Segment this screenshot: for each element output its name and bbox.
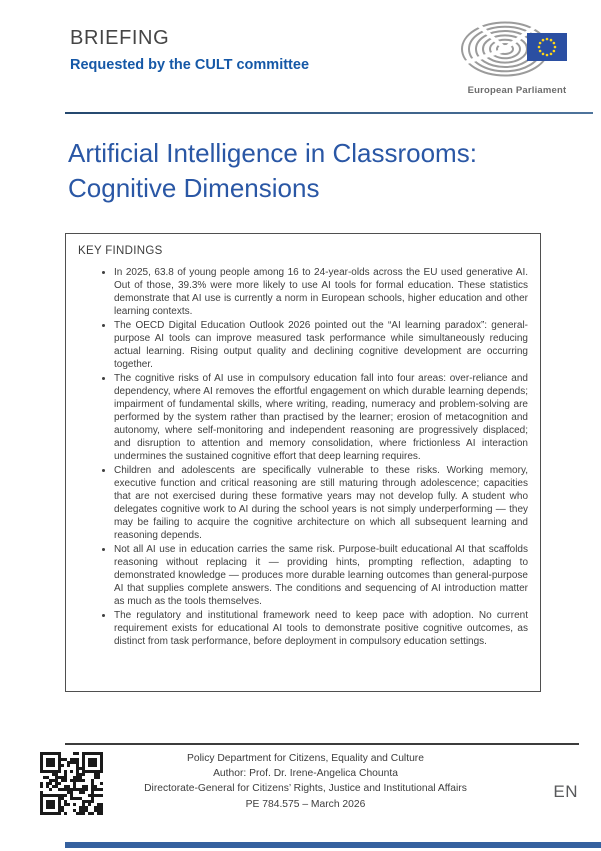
parliament-hemicycle-icon [459, 65, 575, 82]
key-finding-item: • The OECD Digital Education Outlook 2026 pointed out the “AI learning paradox”: general-purpose AI tools can improve measured task performance while simultaneously reducing actual learning. Rising output quality and declining cognitive development are occurring together. [114, 319, 528, 371]
footer-directorate-line: Directorate-General for Citizens’ Rights, Justice and Institutional Affairs [144, 783, 467, 795]
requested-by-line: Requested by the CULT committee [70, 57, 310, 73]
key-findings-list [78, 266, 528, 648]
page-title-line1: Artificial Intelligence in Classrooms: [68, 138, 477, 168]
key-finding-item: • Children and adolescents are specifically vulnerable to these risks. Working memory, executive function and critical reasoning are still maturing through adolescence; capacities that are not exercised during these formative years may not develop fully. A student who delegates cognitive work to AI during the school years is not simply underperforming — they may be failing to acquire the cognitive architecture on which all subsequent learning and reasoning depends. [114, 464, 528, 542]
document-type-label: BRIEFING [70, 27, 170, 49]
key-finding-item: • Not all AI use in education carries the same risk. Purpose-built educational AI that scaffolds reasoning without replacing it — providing hints, prompting reflection, adapting to demonstrated knowledge — produces more durable learning outcomes than general-purpose AI that supplies complete answers. The conditions and sequencing of AI introduction matter as much as the tools themselves. [114, 543, 528, 608]
key-finding-item: • In 2025, 63.8 of young people among 16 to 24-year-olds across the EU used generative AI. Out of those, 39.3% were more likely to use AI tools for formal education. These statistics demonstrate that AI use is currently a norm in European schools, higher education and other learning contexts. [114, 266, 528, 318]
footer-department-line: Policy Department for Citizens, Equality and Culture [187, 753, 424, 764]
header [70, 27, 309, 73]
key-findings-heading: KEY FINDINGS [78, 245, 163, 257]
key-finding-item: • The regulatory and institutional framework need to keep pace with adoption. No current requirement exists for educational AI tools to demonstrate positive cognitive outcomes, as distinct from task performance, before deployment in compulsory education settings. [114, 609, 528, 648]
footer-divider [65, 743, 579, 745]
logo-caption: European Parliament [467, 85, 567, 96]
footer-reference-line: PE 784.575 – March 2026 [245, 798, 366, 810]
footer-author-line: Author: Prof. Dr. Irene-Angelica Chounta [213, 768, 398, 780]
header-divider [65, 112, 593, 114]
page-title-line2: Cognitive Dimensions [68, 173, 320, 203]
bottom-accent-bar [65, 842, 601, 848]
european-parliament-logo [457, 20, 577, 96]
language-code: EN [553, 782, 578, 801]
qr-code-icon [40, 752, 103, 815]
key-finding-item: • The cognitive risks of AI use in compulsory education fall into four areas: over-reliance and dependency, where AI removes the effortful engagement on which durable learning depends; impairment of fundamental skills, where writing, reading, numeracy and problem-solving are performed by the system rather than practised by the learner; erosion of metacognition and autonomy, where self-monitoring and independent reasoning are progressively displaced; and disruption to attention and memory consolidation, where frictionless AI interaction undermines the sustained cognitive effort that deep learning requires. [114, 372, 528, 463]
page-title [68, 136, 568, 206]
key-findings-box [65, 233, 541, 692]
footer-imprint [110, 751, 501, 812]
